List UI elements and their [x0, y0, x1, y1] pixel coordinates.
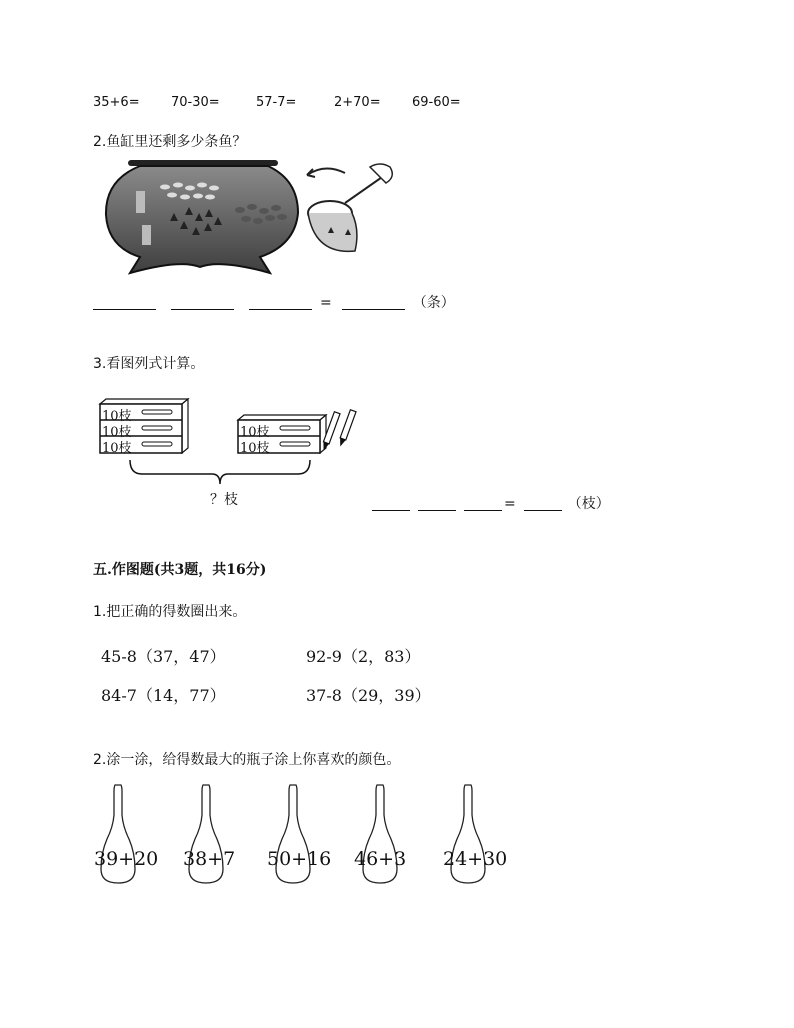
answer-blank[interactable] — [93, 308, 156, 310]
circle-choice-item[interactable]: 37-8（29，39） — [306, 686, 431, 705]
s5q2-title: 2.涂一涂，给得数最大的瓶子涂上你喜欢的颜色。 — [93, 752, 401, 768]
box-label: 10枝 — [240, 441, 270, 456]
box-label: 10枝 — [102, 409, 132, 424]
q3-answer-row — [372, 497, 610, 511]
answer-blank[interactable] — [524, 509, 562, 511]
answer-blank[interactable] — [342, 308, 405, 310]
unit-label: （条） — [412, 295, 455, 311]
equation-1: 35+6= — [93, 95, 140, 110]
box-label: 10枝 — [240, 425, 270, 440]
answer-blank[interactable] — [418, 509, 456, 511]
q2-title: 2.鱼缸里还剩多少条鱼？ — [93, 134, 247, 150]
unit-label: （枝） — [567, 496, 610, 512]
loose-pencils — [322, 408, 358, 454]
s5q1-title: 1.把正确的得数圈出来。 — [93, 604, 247, 620]
pencil-box-stack-left — [98, 398, 190, 454]
question-mark-label: ？枝 — [210, 492, 238, 508]
bottle-label: 24+30 — [443, 848, 508, 870]
answer-blank[interactable] — [464, 509, 502, 511]
fish-tank-illustration — [100, 155, 410, 275]
pencil-box-stack-right — [236, 414, 328, 454]
answer-blank[interactable] — [171, 308, 234, 310]
brace — [128, 458, 312, 486]
q3-title: 3.看图列式计算。 — [93, 356, 205, 372]
bottle-label: 39+20 — [94, 848, 159, 870]
equals-sign: = — [320, 295, 332, 311]
bottle-label: 38+7 — [183, 848, 236, 870]
equals-sign: = — [504, 496, 516, 512]
circle-choice-item[interactable]: 84-7（14，77） — [101, 686, 226, 705]
equation-2: 70-30= — [171, 95, 220, 110]
q2-answer-row — [93, 296, 455, 310]
equation-3: 57-7= — [256, 95, 297, 110]
bottle-label: 50+16 — [267, 848, 332, 870]
answer-blank[interactable] — [372, 509, 410, 511]
bottle-label: 46+3 — [354, 848, 407, 870]
circle-choice-item[interactable]: 92-9（2，83） — [306, 647, 421, 666]
bottles-illustration — [95, 783, 515, 887]
answer-blank[interactable] — [249, 308, 312, 310]
equation-4: 2+70= — [334, 95, 381, 110]
section-heading: 五.作图题(共3题，共16分) — [93, 562, 267, 578]
circle-choice-item[interactable]: 45-8（37，47） — [101, 647, 226, 666]
box-label: 10枝 — [102, 425, 132, 440]
equation-5: 69-60= — [412, 95, 461, 110]
box-label: 10枝 — [102, 441, 132, 456]
